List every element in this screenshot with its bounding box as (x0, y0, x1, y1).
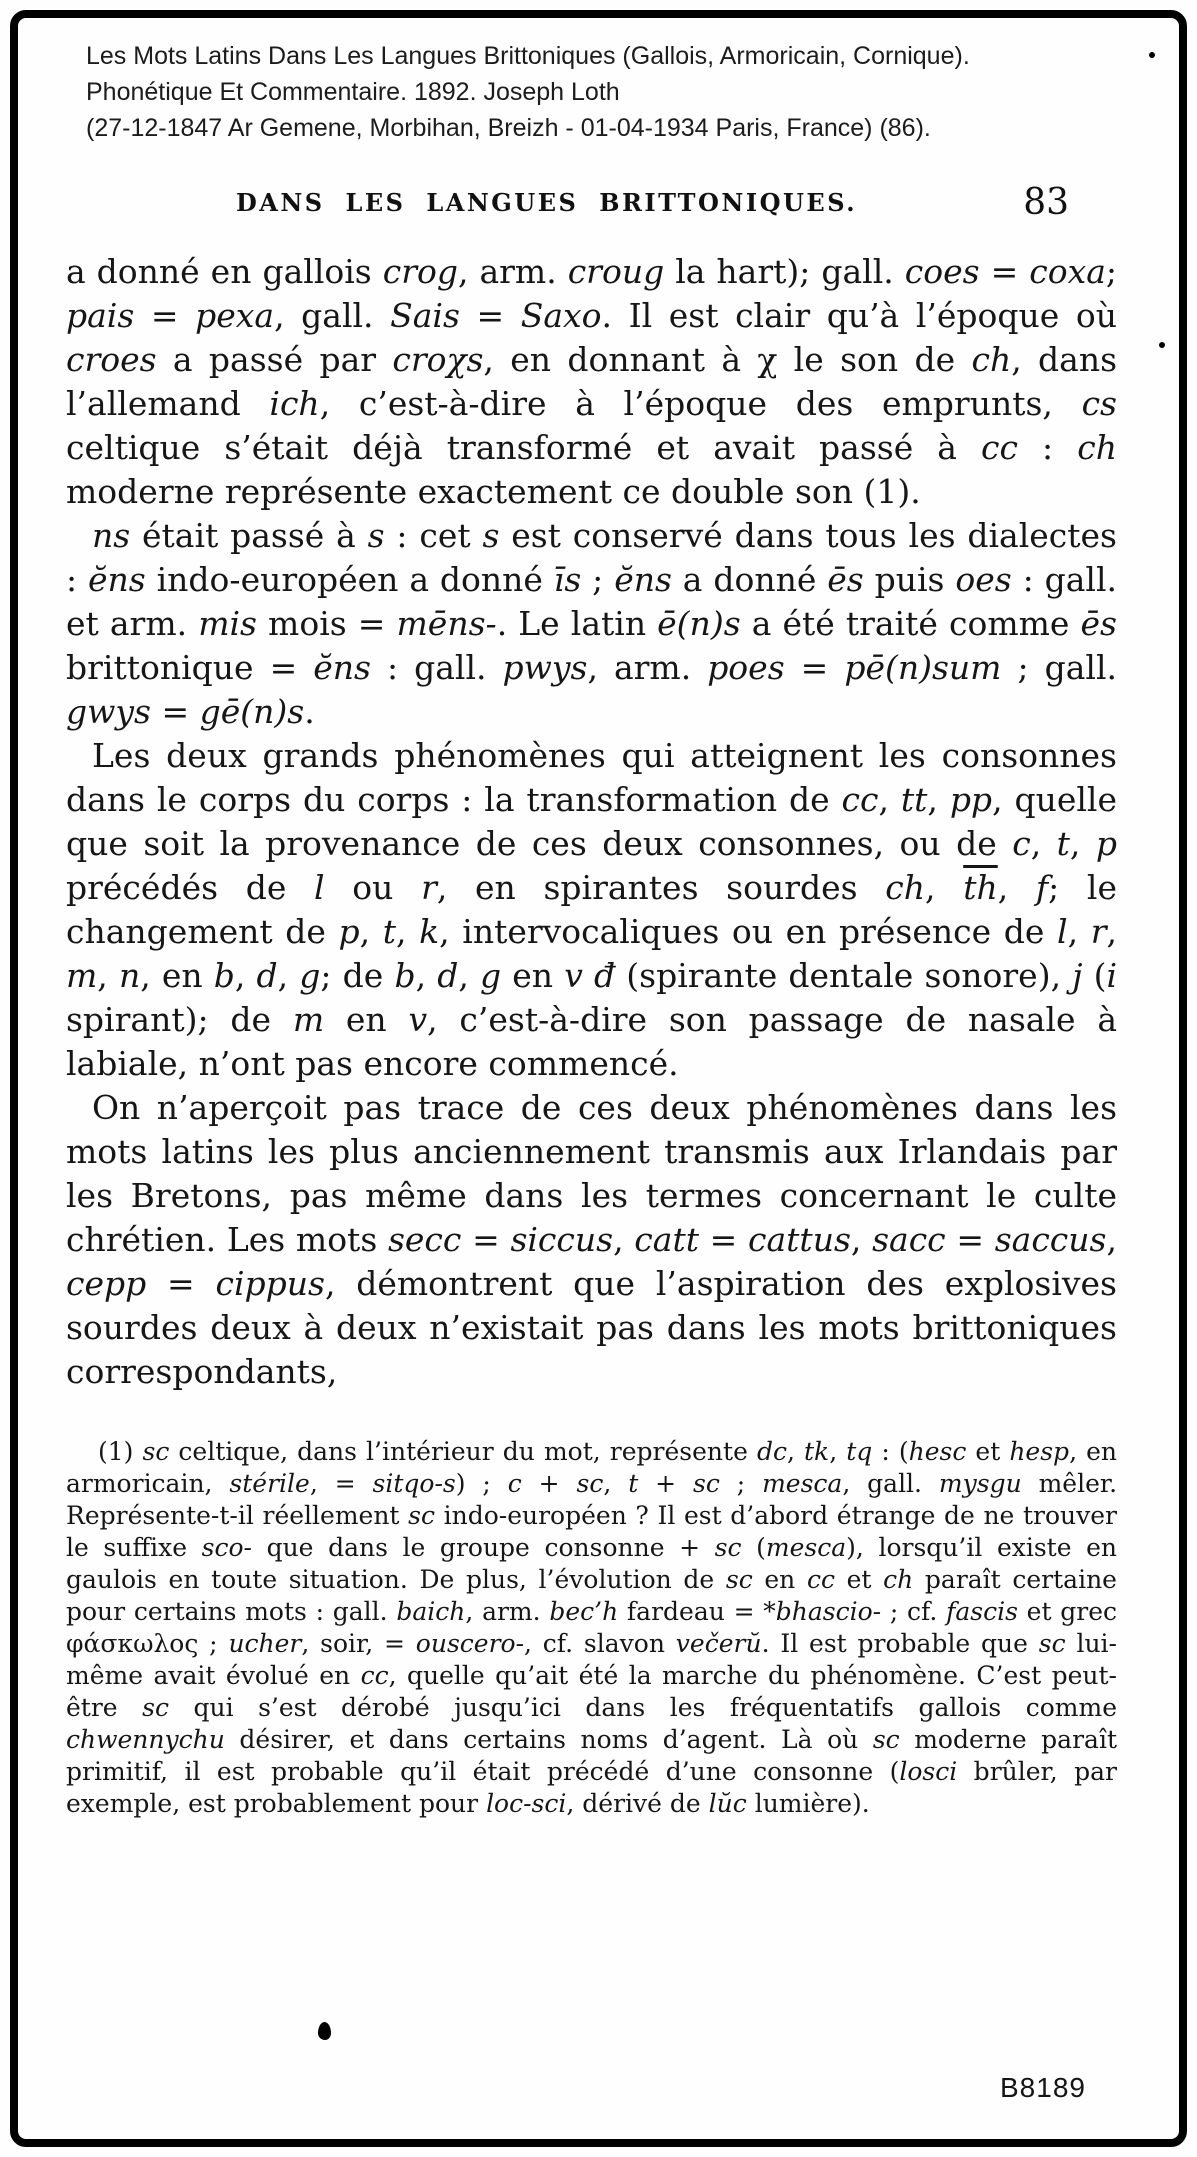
text-run: , (396, 912, 420, 951)
catalog-number: B8189 (1000, 2072, 1086, 2103)
text-run: (spirante dentale sonore), (615, 956, 1073, 995)
text-run: , (277, 956, 300, 995)
emphasized-term: ĕns (614, 560, 672, 599)
emphasized-term: ucher (228, 1629, 302, 1658)
text-run: , (359, 912, 383, 951)
emphasized-term: p (338, 912, 360, 951)
text-run: a passé par (156, 340, 393, 379)
text-run: , en armoricain, (66, 1437, 1117, 1498)
text-run: + (521, 1469, 577, 1498)
emphasized-term: sitqo-s (372, 1469, 456, 1498)
emphasized-term: r (421, 868, 437, 907)
emphasized-term: i (1106, 956, 1118, 995)
text-run: , arm. (587, 648, 708, 687)
text-run: ou (324, 868, 422, 907)
emphasized-term: mēns- (396, 604, 497, 643)
text-run: = (979, 252, 1030, 291)
emphasized-term: ich (269, 384, 320, 423)
text-run: . Le latin (496, 604, 658, 643)
running-head-row (66, 180, 1117, 230)
emphasized-term: oes (955, 560, 1012, 599)
text-run: : gall. (370, 648, 503, 687)
emphasized-term: t (382, 912, 397, 951)
text-run: = (698, 1220, 749, 1259)
text-run: ), lorsqu’il existe en gaulois en toute situation. De plus, l’évolution de (66, 1533, 1118, 1594)
text-run: , gall. (842, 1469, 939, 1498)
footnote (66, 1436, 1117, 1820)
emphasized-term: tq (846, 1437, 873, 1466)
emphasized-term: m (66, 956, 98, 995)
text-run: , dans l’allemand (66, 340, 1118, 423)
emphasized-term: bec’h (549, 1597, 619, 1626)
text-run: . (304, 692, 315, 731)
text-run: ; cf. (881, 1597, 947, 1626)
emphasized-term: cippus (215, 1264, 325, 1303)
text-run: , en (140, 956, 214, 995)
text-run: (1) (98, 1437, 143, 1466)
text-run: , c’est-à-dire son passage de nasale à labiale, n’ont pas encore commencé. (66, 1000, 1117, 1083)
text-run: , (1030, 824, 1057, 863)
text-run: , (613, 1220, 635, 1259)
text-run: , (1106, 1220, 1117, 1259)
text-run: lui-même avait évolué en (66, 1629, 1117, 1690)
text-run: ( (1082, 956, 1107, 995)
text-run: et (966, 1437, 1010, 1466)
text-run: , = (309, 1469, 373, 1498)
emphasized-term: sc (576, 1469, 604, 1498)
text-run: , (925, 868, 964, 907)
emphasized-term: siccus (510, 1220, 614, 1259)
emphasized-term: večerŭ (675, 1629, 762, 1658)
emphasized-term: l (1057, 912, 1068, 951)
emphasized-term: p (1095, 824, 1117, 863)
text-run: , intervocaliques ou en présence de (439, 912, 1058, 951)
text-run: a donné (671, 560, 828, 599)
emphasized-term: losci (899, 1757, 958, 1786)
emphasized-term: Saxo (520, 296, 602, 335)
emphasized-term: gē(n)s (199, 692, 305, 731)
emphasized-term: sc (725, 1565, 753, 1594)
body-paragraph (66, 1086, 1117, 1394)
emphasized-term: v đ (564, 956, 616, 995)
emphasized-term: ēs (1080, 604, 1117, 643)
emphasized-term: loc-sci (486, 1789, 567, 1818)
text-run: celtique s’était déjà transformé et avait passé à (66, 428, 982, 467)
emphasized-term: tk (803, 1437, 830, 1466)
text-run: moderne représente exactement ce double son (1). (66, 472, 921, 511)
ink-blot (318, 2022, 331, 2040)
emphasized-term: b (394, 956, 416, 995)
text-run: la hart); gall. (664, 252, 905, 291)
emphasized-term: $\overline{th}$ (963, 868, 998, 907)
text-run: , (234, 956, 257, 995)
ink-speck (1149, 52, 1155, 58)
emphasized-term: ch (885, 868, 926, 907)
emphasized-term: sacc (872, 1220, 946, 1259)
emphasized-term: sc (142, 1693, 169, 1722)
emphasized-term: bhascio- (775, 1597, 882, 1626)
body-paragraph (66, 250, 1117, 514)
emphasized-term: hesp (1009, 1437, 1070, 1466)
emphasized-term: sc (872, 1725, 900, 1754)
emphasized-term: pē(n)sum (844, 648, 1002, 687)
emphasized-term: coes (904, 252, 980, 291)
emphasized-term: mysgu (938, 1469, 1022, 1498)
emphasized-term: crog (382, 252, 458, 291)
emphasized-term: lŭc (708, 1789, 747, 1818)
running-head: DANS LES LANGUES BRITTONIQUES. (235, 188, 858, 217)
text-run: a donné en gallois (66, 252, 383, 291)
text-run: ; le changement de (66, 868, 1117, 951)
text-run: , (458, 956, 481, 995)
emphasized-term: ouscero- (415, 1629, 525, 1658)
emphasized-term: cc (981, 428, 1018, 467)
text-run: moderne paraît primitif, il est probable qu’il était précédé d’une consonne ( (66, 1725, 1117, 1786)
text-run: brittonique = (66, 648, 314, 687)
bibliographic-header (86, 38, 1117, 146)
text-run: était passé à (130, 516, 368, 555)
emphasized-term: pais (66, 296, 135, 335)
text-run: , gall. (274, 296, 391, 335)
text-run: celtique, dans l’intérieur du mot, représente (169, 1437, 757, 1466)
emphasized-term: sc (693, 1469, 720, 1498)
emphasized-term: c (507, 1469, 522, 1498)
text-run: = (459, 296, 521, 335)
emphasized-term: sc (1038, 1629, 1066, 1658)
text-run: = (150, 692, 200, 731)
emphasized-term: j (1072, 956, 1083, 995)
biblio-line-title: Les Mots Latins Dans Les Langues Brittoniques (Gallois, Armoricain, Cornique). (86, 42, 970, 70)
text-run: ; de (320, 956, 395, 995)
emphasized-term: g (480, 956, 502, 995)
text-run: spirant); de (66, 1000, 293, 1039)
text-run: , (603, 1469, 629, 1498)
emphasized-term: cc (806, 1565, 835, 1594)
emphasized-term: s (482, 516, 500, 555)
emphasized-term: gwys (66, 692, 151, 731)
text-run: et (834, 1565, 884, 1594)
text-run: , (1106, 912, 1117, 951)
page-number: 83 (1023, 182, 1069, 223)
emphasized-term: c (1012, 824, 1031, 863)
ink-speck (1159, 342, 1165, 348)
text-run: fardeau = * (618, 1597, 776, 1626)
text-run: puis (863, 560, 956, 599)
text-run: désirer, et dans certains noms d’agent. Là où (224, 1725, 873, 1754)
emphasized-term: s (367, 516, 385, 555)
emphasized-term: chwennychu (66, 1725, 225, 1754)
text-run: , (1069, 824, 1096, 863)
text-run: , (786, 1437, 804, 1466)
emphasized-term: croχs (392, 340, 484, 379)
text-run: , dérivé de (566, 1789, 709, 1818)
emphasized-term: fascis (946, 1597, 1018, 1626)
text-run: , (415, 956, 438, 995)
text-run: a été traité comme (740, 604, 1081, 643)
emphasized-term: īs (553, 560, 582, 599)
text-run: en (324, 1000, 409, 1039)
text-run: ; gall. (1001, 648, 1117, 687)
body-paragraph (66, 734, 1117, 1086)
text-run: , (927, 780, 950, 819)
text-run: , soir, = (301, 1629, 416, 1658)
emphasized-term: ĕns (313, 648, 371, 687)
text-run: : (1018, 428, 1078, 467)
text-run: : gall. et arm. (66, 560, 1118, 643)
text-run: ; (581, 560, 615, 599)
text-run: paraît certaine pour certains mots : gall. (66, 1565, 1117, 1626)
emphasized-term: coxa (1029, 252, 1106, 291)
body-paragraph (66, 514, 1117, 734)
emphasized-term: sco- (201, 1533, 252, 1562)
text-run: + (638, 1469, 693, 1498)
emphasized-term: cs (1081, 384, 1117, 423)
text-run: , arm. (465, 1597, 550, 1626)
text-run: : ( (872, 1437, 909, 1466)
text-run: Les deux grands phénomènes qui atteignent les consonnes dans le corps du corps : la transformation de (66, 736, 1117, 819)
emphasized-term: sc (142, 1437, 170, 1466)
emphasized-term: catt (634, 1220, 699, 1259)
text-run: indo-européen ? Il est d’abord étrange de ne trouver le suffixe (66, 1501, 1117, 1562)
text-run: , c’est-à-dire à l’époque des emprunts, (319, 384, 1082, 423)
emphasized-term: mesca (765, 1533, 847, 1562)
emphasized-term: saccus (994, 1220, 1107, 1259)
text-run: ( (741, 1533, 766, 1562)
emphasized-term: croes (66, 340, 157, 379)
emphasized-term: ch (883, 1565, 914, 1594)
text-run: , (829, 1437, 847, 1466)
emphasized-term: ĕns (88, 560, 146, 599)
emphasized-term: n (118, 956, 141, 995)
text-run: qui s’est dérobé jusqu’ici dans les fréquentatifs gallois comme (168, 1693, 1117, 1722)
text-run: brûler, par exemple, est probablement pour (66, 1757, 1117, 1818)
emphasized-term: r (1090, 912, 1107, 951)
biblio-line-author-dates: (27-12-1847 Ar Gemene, Morbihan, Breizh - 01-04-1934 Paris, France) (86). (86, 114, 931, 142)
emphasized-term: d (437, 956, 459, 995)
emphasized-term: pp (949, 780, 993, 819)
text-run: = (134, 296, 196, 335)
text-run: ) ; (455, 1469, 508, 1498)
text-run: , (850, 1220, 873, 1259)
emphasized-term: cepp (66, 1264, 147, 1303)
emphasized-term: tt (900, 780, 928, 819)
text-run: , en spirantes sourdes (436, 868, 886, 907)
emphasized-term: cc (360, 1661, 389, 1690)
emphasized-term: pwys (502, 648, 588, 687)
emphasized-term: g (299, 956, 321, 995)
emphasized-term: ch (971, 340, 1012, 379)
text-run: = (784, 648, 845, 687)
text-run: = (146, 1264, 216, 1303)
emphasized-term: b (213, 956, 235, 995)
text-run: ; (719, 1469, 763, 1498)
emphasized-term: f (1035, 868, 1049, 907)
emphasized-term: secc (387, 1220, 462, 1259)
emphasized-term: l (314, 868, 325, 907)
text-run: , quelle que soit la provenance de ces deux consonnes, ou de (66, 780, 1117, 863)
text-run: , en donnant à χ le son de (483, 340, 972, 379)
text-run: précédés de (66, 868, 315, 907)
text-run: mois = (256, 604, 397, 643)
emphasized-term: Sais (390, 296, 460, 335)
emphasized-term: d (256, 956, 278, 995)
emphasized-term: sc (408, 1501, 435, 1530)
emphasized-term: sc (714, 1533, 742, 1562)
emphasized-term: baich (396, 1597, 466, 1626)
text-run: indo-européen a donné (145, 560, 554, 599)
emphasized-term: hesc (908, 1437, 967, 1466)
text-run: , (878, 780, 901, 819)
text-run: . Il est clair qu’à l’époque où (601, 296, 1117, 335)
emphasized-term: mesca (762, 1469, 843, 1498)
emphasized-term: poes (707, 648, 785, 687)
text-run: : cet (384, 516, 483, 555)
emphasized-term: croug (567, 252, 665, 291)
biblio-line-subtitle: Phonétique Et Commentaire. 1892. Joseph Loth (86, 78, 620, 106)
text-run: en (501, 956, 565, 995)
text-run: , démontrent que l’aspiration des explosives sourdes deux à deux n’existait pas dans les mots brittoniques correspondants, (66, 1264, 1117, 1391)
emphasized-term: pexa (195, 296, 275, 335)
emphasized-term: dc (756, 1437, 787, 1466)
text-run: lumière). (746, 1789, 870, 1818)
emphasized-term: cattus (748, 1220, 851, 1259)
text-run: est conservé dans tous les dialectes : (66, 516, 1117, 599)
emphasized-term: ns (92, 516, 131, 555)
emphasized-term: ch (1077, 428, 1117, 467)
emphasized-term: t (1056, 824, 1070, 863)
emphasized-term: v (408, 1000, 428, 1039)
text-run: en (752, 1565, 807, 1594)
text-run: , (1067, 912, 1091, 951)
text-run: ; (1105, 252, 1118, 291)
text-run: et grec φάσκωλος ; (66, 1597, 1117, 1658)
emphasized-term: ēs (827, 560, 864, 599)
text-run: = (945, 1220, 995, 1259)
text-run: , quelle qu’ait été la marche du phénomène. C’est peut-être (66, 1661, 1117, 1722)
emphasized-term: cc (841, 780, 879, 819)
text-run: , arm. (457, 252, 568, 291)
text-run: = (461, 1220, 511, 1259)
emphasized-term: m (292, 1000, 325, 1039)
text-run: que dans le groupe consonne + (251, 1533, 715, 1562)
emphasized-term: stérile (229, 1469, 310, 1498)
emphasized-term: ē(n)s (657, 604, 741, 643)
emphasized-term: t (628, 1469, 639, 1498)
page-content (66, 38, 1117, 1820)
text-run: On n’aperçoit pas trace de ces deux phénomènes dans les mots latins les plus anciennement transmis aux Irlandais par les Bretons, pas même dans les termes concernant le culte chrétien. Les mots (66, 1088, 1117, 1259)
text-run: , (997, 868, 1036, 907)
emphasized-term: mis (198, 604, 257, 643)
text-run: mêler. Représente-t-il réellement (66, 1469, 1118, 1530)
text-run: , cf. slavon (524, 1629, 676, 1658)
text-run: . Il est probable que (761, 1629, 1039, 1658)
body-text (66, 250, 1117, 1394)
text-run: , (97, 956, 119, 995)
emphasized-term: k (419, 912, 440, 951)
